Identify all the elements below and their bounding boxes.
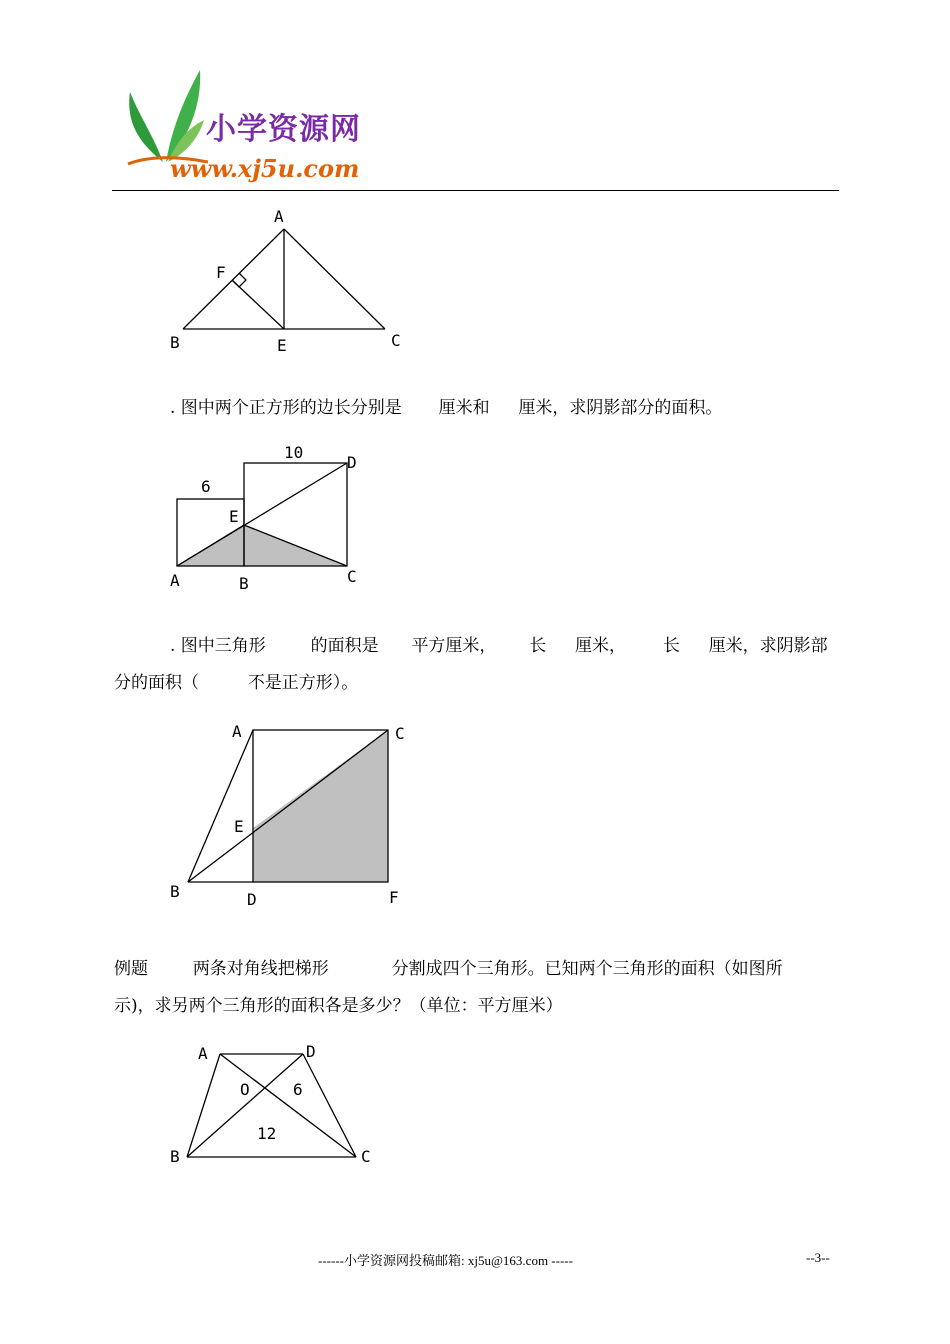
problem-squares: [170, 398, 722, 418]
fig3-label-f: F: [389, 888, 399, 907]
fig1-label-b: B: [170, 333, 180, 352]
page-number: --3--: [806, 1250, 830, 1265]
problem-triangle-text-1c: 平方厘米，: [411, 636, 497, 656]
footer-text: ------小学资源网投稿邮箱: xj5u@163.com -----: [318, 1253, 573, 1268]
example-line2: [114, 996, 563, 1016]
problem-triangle-text-2b: 不是正方形）。: [247, 673, 359, 693]
problem-triangle-text-1e: 厘米，: [575, 636, 627, 656]
figure-triangle-square: [160, 715, 420, 915]
fig3-label-c: C: [395, 724, 405, 743]
fig2-label-ten: 10: [284, 443, 304, 462]
problem-triangle-text-1d: 长: [529, 636, 547, 656]
fig4-label-six: 6: [293, 1080, 303, 1099]
fig2-label-six: 6: [201, 477, 211, 496]
fig4-label-o: O: [240, 1080, 250, 1099]
logo-text: 小学资源网: [206, 112, 361, 147]
fig1-label-a: A: [274, 207, 284, 226]
problem-squares-text-c: 厘米，求阴影部分的面积。: [518, 398, 723, 418]
fig2-label-d: D: [347, 453, 357, 472]
fig4-label-b: B: [170, 1147, 180, 1166]
fig3-label-a: A: [232, 722, 242, 741]
fig4-label-d: D: [306, 1042, 316, 1061]
problem-triangle-text-1a: . 图中三角形: [170, 636, 266, 656]
example-text-1c: 分割成四个三角形。已知两个三角形的面积（如图所: [391, 959, 783, 979]
fig3-label-d: D: [247, 890, 257, 909]
problem-triangle-text-2a: 分的面积（: [114, 673, 199, 693]
logo-url: www.xj5u.com: [170, 154, 360, 183]
problem-triangle-text-1g: 厘米，求阴影部: [708, 636, 828, 656]
fig4-label-twelve: 12: [257, 1124, 277, 1143]
problem-squares-text-b: 厘米和: [438, 398, 490, 418]
problem-squares-text-a: . 图中两个正方形的边长分别是: [170, 398, 402, 418]
header-divider: [112, 190, 839, 191]
example-line1: [114, 959, 783, 979]
figure-trapezoid: [160, 1035, 390, 1175]
example-title: 例题: [114, 959, 148, 979]
fig4-label-c: C: [361, 1147, 371, 1166]
problem-triangle-line1: [170, 636, 828, 656]
figure-two-squares: [160, 438, 380, 598]
fig1-label-c: C: [391, 331, 401, 350]
example-text-1b: 两条对角线把梯形: [192, 959, 329, 979]
fig1-label-f: F: [216, 263, 226, 282]
fig2-label-e: E: [229, 507, 239, 526]
problem-triangle-text-1f: 长: [662, 636, 680, 656]
example-text-2: 示)，求另两个三角形的面积各是多少？（单位：平方厘米）: [114, 996, 563, 1016]
fig3-label-e: E: [234, 817, 244, 836]
fig3-label-b: B: [170, 882, 180, 901]
figure-triangle-abc: [160, 200, 420, 360]
fig4-label-a: A: [198, 1044, 208, 1063]
problem-triangle-text-1b: 的面积是: [310, 636, 379, 656]
fig2-label-c: C: [347, 567, 357, 586]
fig1-label-e: E: [277, 336, 287, 355]
fig2-label-a: A: [170, 571, 180, 590]
problem-triangle-line2: [114, 673, 358, 693]
fig2-label-b: B: [239, 574, 249, 593]
